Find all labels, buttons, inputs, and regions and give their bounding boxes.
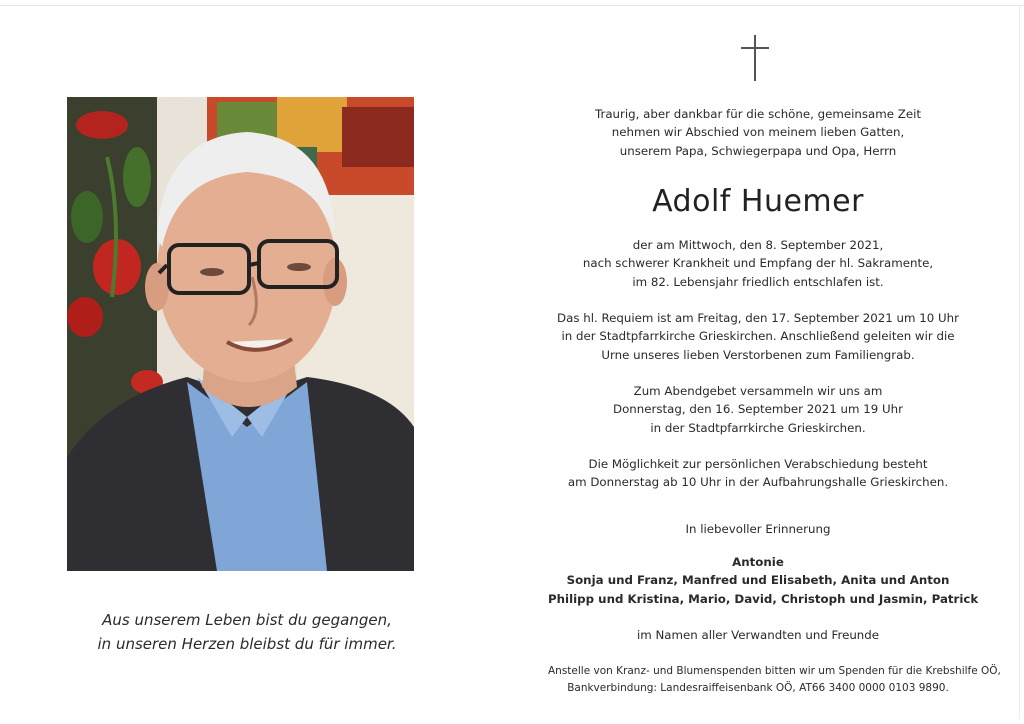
cross-icon bbox=[741, 35, 769, 81]
mourners-list bbox=[548, 553, 979, 608]
mourner-spouse: Antonie bbox=[732, 555, 784, 569]
death-line-2: nach schwerer Krankheit und Empfang der hl. Sakramente, bbox=[582, 256, 934, 271]
top-border-line bbox=[0, 5, 1024, 6]
farewell-line-2: am Donnerstag ab 10 Uhr in der Aufbahrungshalle Grieskirchen. bbox=[567, 475, 949, 490]
evening-prayer-info bbox=[548, 382, 968, 437]
memorial-quote bbox=[67, 608, 427, 656]
farewell-line-1: Die Möglichkeit zur persönlichen Verabschiedung besteht bbox=[588, 457, 928, 471]
portrait-illustration bbox=[67, 97, 414, 571]
memory-heading: In liebevoller Erinnerung bbox=[685, 522, 831, 536]
death-line-1: der am Mittwoch, den 8. September 2021, bbox=[632, 238, 884, 252]
farewell-info bbox=[548, 455, 968, 492]
death-line-3: im 82. Lebensjahr friedlich entschlafen ist. bbox=[632, 274, 884, 289]
death-notice bbox=[548, 236, 968, 291]
deceased-name: Adolf Huemer bbox=[652, 184, 864, 219]
donation-notice bbox=[548, 663, 1001, 697]
quote-line-2: in unseren Herzen bleibst du für immer. bbox=[97, 635, 397, 653]
mourners-line-1: Sonja und Franz, Manfred und Elisabeth, Anita und Anton bbox=[566, 573, 950, 588]
quote-line-1: Aus unserem Leben bist du gegangen, bbox=[102, 611, 392, 629]
intro-line-1: Traurig, aber dankbar für die schöne, gemeinsame Zeit bbox=[595, 107, 921, 121]
intro-text bbox=[548, 105, 968, 160]
donation-line-2: Bankverbindung: Landesraiffeisenbank OÖ, AT66 3400 0000 0103 9890. bbox=[567, 682, 949, 694]
intro-line-3: unserem Papa, Schwiegerpapa und Opa, Herrn bbox=[619, 143, 897, 158]
requiem-line-3: Urne unseres lieben Verstorbenen zum Familiengrab. bbox=[601, 347, 915, 362]
right-border-line bbox=[1019, 5, 1020, 719]
relatives-line: im Namen aller Verwandten und Freunde bbox=[636, 628, 880, 642]
intro-line-2: nehmen wir Abschied von meinem lieben Gatten, bbox=[611, 125, 905, 140]
requiem-line-1: Das hl. Requiem ist am Freitag, den 17. September 2021 um 10 Uhr bbox=[557, 311, 959, 325]
prayer-line-2: Donnerstag, den 16. September 2021 um 19 Uhr bbox=[612, 402, 903, 417]
requiem-info bbox=[548, 309, 968, 364]
portrait-photo bbox=[67, 97, 414, 571]
donation-line-1: Anstelle von Kranz- und Blumenspenden bitten wir um Spenden für die Krebshilfe OÖ, bbox=[548, 665, 1001, 677]
mourners-line-2: Philipp und Kristina, Mario, David, Christoph und Jasmin, Patrick bbox=[548, 591, 979, 606]
requiem-line-2: in der Stadtpfarrkirche Grieskirchen. Anschließend geleiten wir die bbox=[561, 329, 955, 344]
prayer-line-1: Zum Abendgebet versammeln wir uns am bbox=[633, 384, 883, 398]
prayer-line-3: in der Stadtpfarrkirche Grieskirchen. bbox=[650, 420, 866, 435]
